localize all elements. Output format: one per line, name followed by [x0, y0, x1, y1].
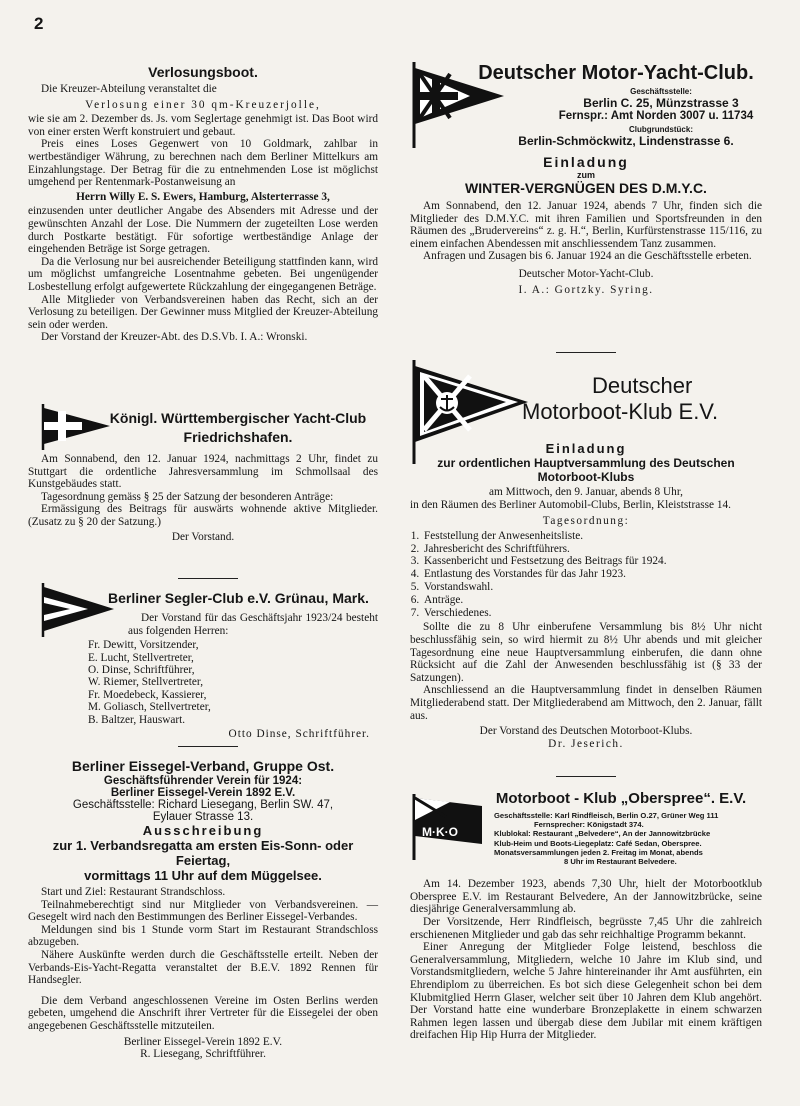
verlosung-line: einzusenden unter deutlicher Angabe des Absenders mit Adresse und der gewünschten Anzahl der Lose. Die Nummern der zugeteilten Lose werden durch Postkarte bestätigt. Für sofortige wertbeständige Anlage der eingehenden Beträge ist Sorge getragen.	[28, 205, 378, 256]
agenda-item: 3. Kassenbericht und Festsetzung des Beitrags für 1924.	[422, 555, 762, 568]
gruenau-title: Berliner Segler-Club e.V. Grünau, Mark.	[108, 590, 369, 606]
verlosung-line: Da die Verlosung nur bei ausreichender Beteiligung stattfinden kann, wird um möglichst umfangreiche Losentnahme gebeten. Bei ungenügender Losbestellung erfolgt aufgewertete Rückzahlung der eingegangenen Beträge.	[28, 255, 378, 293]
gruenau-members	[88, 639, 378, 726]
page-number: 2	[34, 14, 44, 33]
dmk-paragraph: Sollte die zu 8 Uhr einberufene Versammlung bis 8½ Uhr nicht beschlussfähig sein, so wird hiermit zu 8½ Uhr abends und mit gleicher Tagesordnung eine neue Hauptversammlung einberufen, die dann ohne Rücksicht auf die Zahl der Anwesenden beschlussfähig ist (§ 33 der Satzungen).	[410, 621, 762, 684]
eissegel-paragraph: Die dem Verband angeschlossenen Vereine im Osten Berlins werden gebeten, umgehend die Anschrift ihrer Vertreter für die Eissegelei der oben angegebenen Geschäftsstelle mitzuteilen.	[28, 994, 378, 1032]
dmyc-title: Deutscher Motor-Yacht-Club.	[478, 62, 754, 84]
dmyc-ground-label: Clubgrundstück:	[629, 125, 693, 134]
info-line: Fernsprecher: Königstadt 374.	[534, 820, 644, 830]
dmyc-paragraph: Anfragen und Zusagen bis 6. Januar 1924 an die Geschäftsstelle erbeten.	[423, 250, 752, 263]
agenda-item: 5. Vorstandswahl.	[422, 581, 762, 594]
verlosung-section	[28, 64, 378, 344]
oberspree-paragraph: Am 14. Dezember 1923, abends 7,30 Uhr, hielt der Motorbootklub Oberspree E.V. im Restaurant Belvedere, An der Jannowitzbrücke, seine diesjährige Generalversammlung ab.	[410, 878, 762, 916]
dmyc-office-label: Geschäftsstelle:	[630, 87, 692, 96]
dmk-agenda	[410, 530, 762, 620]
verlosung-signature: Der Vorstand der Kreuzer-Abt. des D.S.Vb. I. A.: Wronski.	[41, 331, 308, 344]
dmyc-section	[410, 62, 762, 296]
wuerttemberg-title: Königl. Württembergischer Yacht-Club	[109, 410, 367, 426]
oberspree-flag-text: M·K·O	[422, 825, 458, 839]
verlosung-title: Verlosungsboot.	[148, 64, 258, 80]
member-item: E. Lucht, Stellvertreter,	[88, 651, 194, 664]
divider	[178, 746, 238, 747]
agenda-item: 4. Entlastung des Vorstandes für das Jahr 1923.	[422, 568, 762, 581]
member-item: Fr. Moedebeck, Kassierer,	[88, 688, 207, 701]
eissegel-section	[28, 758, 378, 1061]
dmyc-paragraph: Am Sonnabend, den 12. Januar 1924, abends 7 Uhr, finden sich die Mitglieder des D.M.Y.C. mit ihren Familien und Sportsfreunden in den Räumen des „Brudervereins“ z. g. H.“, Berlin, Kurfürstenstrasse 115/116, zu einem einfachen Abendessen mit anschliessendem Tanz zusammen.	[410, 200, 762, 250]
info-line: Monatsversammlungen jeden 2. Freitag im Monat, abends	[494, 847, 703, 857]
oberspree-info	[410, 811, 762, 866]
member-item: Fr. Dewitt, Vorsitzender,	[88, 639, 199, 652]
dmyc-event: WINTER-VERGNÜGEN DES D.M.Y.C.	[465, 180, 707, 196]
oberspree-title: Motorboot - Klub „Oberspree“. E.V.	[495, 790, 747, 807]
dmk-signature: Dr. Jeserich.	[548, 737, 624, 750]
dmk-signature: Der Vorstand des Deutschen Motorboot-Klubs.	[479, 725, 693, 738]
dmk-subtitle: Motorboot-Klubs	[537, 470, 635, 484]
agenda-item: 6. Anträge.	[422, 594, 762, 607]
eissegel-office: Geschäftsstelle: Richard Liesegang, Berlin SW. 47,	[72, 799, 334, 811]
oberspree-paragraph: Einer Anregung der Mitglieder Folge leistend, beschloss die Generalversammlung, Mitgliedern, welche 10 Jahre im Klub sind, und Vorstandsmitgliedern, welche 5 Jahre hintereinander ihr Amt ausführten, ein Ehrendiplom zu überreichen. Es bot sich diese Gelegenheit schon bei dem Klubmitglied Herrn Glaser, welcher seit über 10 Jahren dem Klub angehört. Der Vorstand hatte eine wunderbare Bronzeplakette in einem schwarzen Rahmen legen lassen und übergab diese dem Jubilar mit einem kräftigen dreifachen Hip Hip Hurra der Mitglieder.	[410, 941, 762, 1042]
verlosung-line: wie sie am 2. Dezember ds. Js. vom Seglertage genehmigt ist. Das Boot wird von einer ersten Werft konstruiert und gebaut.	[28, 113, 378, 138]
dmk-paragraph: in den Räumen des Berliner Automobil-Clubs, Berlin, Kleiststrasse 14.	[410, 498, 731, 511]
eissegel-office: Eylauer Strasse 13.	[152, 811, 254, 823]
eissegel-subtitle: Berliner Eissegel-Verein 1892 E.V.	[110, 787, 296, 799]
info-line: Klublokal: Restaurant „Belvedere“, An der Jannowitzbrücke	[494, 829, 711, 839]
oberspree-section	[410, 790, 762, 1042]
verlosung-line: Verlosung einer 30 qm-Kreuzerjolle,	[85, 98, 321, 111]
gruenau-section	[28, 590, 378, 741]
verlosung-line: Preis eines Loses Gegenwert von 10 Goldmark, zahlbar in wertbeständiger Währung, zu berechnen nach dem Berliner Mittelkurs am Einzahlungstage. Der Betrag für die zu entnehmenden Lose ist möglichst umgehend per Rentenmark-Postanweisung an	[28, 138, 378, 189]
wuerttemberg-section	[28, 410, 378, 543]
wuerttemberg-signature: Der Vorstand.	[171, 530, 235, 543]
member-item: O. Dinse, Schriftführer,	[88, 664, 195, 676]
eissegel-paragraph: Start und Ziel: Restaurant Strandschloss.	[41, 886, 226, 898]
eissegel-signature: R. Liesegang, Schriftführer.	[140, 1048, 266, 1061]
wuerttemberg-paragraph: Ermässigung des Beitrags für auswärts wohnende aktive Mitglieder. (Zusatz zu § 20 der Satzung.)	[28, 503, 378, 528]
member-item: W. Riemer, Stellvertreter,	[88, 676, 204, 689]
dmk-name: Motorboot-Klub E.V.	[522, 399, 719, 424]
eissegel-heading: zur 1. Verbandsregatta am ersten Eis-Sonn- oder Feiertag,	[52, 838, 354, 868]
eissegel-title: Berliner Eissegel-Verband, Gruppe Ost.	[71, 758, 335, 774]
eissegel-signature: Berliner Eissegel-Verein 1892 E.V.	[123, 1035, 283, 1048]
dmk-agenda-title: Tagesordnung:	[542, 515, 630, 528]
eissegel-heading: Ausschreibung	[142, 823, 264, 838]
dmyc-signature: I. A.: Gortzky. Syring.	[518, 283, 654, 296]
dmk-paragraph: am Mittwoch, den 9. Januar, abends 8 Uhr,	[489, 486, 683, 498]
member-item: M. Goliasch, Stellvertreter,	[88, 701, 211, 714]
eissegel-paragraph: Meldungen sind bis 1 Stunde vorm Start im Restaurant Strandschloss abzugeben.	[28, 923, 378, 949]
agenda-item: 2. Jahresbericht des Schriftführers.	[422, 543, 762, 556]
dmyc-zum: zum	[577, 170, 595, 180]
oberspree-paragraph: Der Vorsitzende, Herr Rindfleisch, begrüsste 7,45 Uhr die zahlreich erschienenen Mitglieder und gab das sehr reichhaltige Programm bekannt.	[410, 916, 762, 941]
agenda-item: 7. Verschiedenes.	[422, 607, 762, 620]
dmk-name: Deutscher	[592, 373, 693, 398]
eissegel-subtitle: Geschäftsführender Verein für 1924:	[103, 775, 303, 787]
wuerttemberg-paragraph: Am Sonnabend, den 12. Januar 1924, nachmittags 2 Uhr, findet zu Stuttgart die ordentliche Jahresversammlung im Schmollsaal des Kunstgebäudes statt.	[28, 453, 378, 491]
dmk-invitation: Einladung	[545, 441, 627, 456]
dmk-paragraph: Anschliessend an die Hauptversammlung findet in denselben Räumen Mitgliederabend statt. Der Mitgliederabend am Mittwoch, den 2. Januar, fällt aus.	[410, 684, 762, 722]
dmk-section	[410, 373, 762, 750]
verlosung-address: Herrn Willy E. S. Ewers, Hamburg, Alsterterrasse 3,	[76, 190, 330, 203]
info-line: Klub-Heim und Boots-Liegeplatz: Café Sedan, Oberspree.	[494, 838, 702, 848]
dmyc-invitation: Einladung	[543, 154, 629, 170]
dmyc-signature: Deutscher Motor-Yacht-Club.	[518, 267, 654, 280]
eissegel-paragraph: Teilnahmeberechtigt sind nur Mitglieder von Verbandsvereinen. — Gesegelt wird nach den Bestimmungen des Berliner Eissegel-Verbandes.	[28, 898, 378, 924]
dmyc-ground: Berlin-Schmöckwitz, Lindenstrasse 6.	[518, 134, 734, 148]
agenda-item: 1. Feststellung der Anwesenheitsliste.	[422, 530, 762, 543]
gruenau-signature: Otto Dinse, Schriftführer.	[228, 728, 370, 741]
gruenau-intro: Der Vorstand für das Geschäftsjahr 1923/24 besteht aus folgenden Herren:	[128, 612, 378, 637]
dmk-subtitle: zur ordentlichen Hauptversammlung des Deutschen	[437, 456, 735, 470]
divider	[556, 776, 616, 777]
wuerttemberg-subtitle: Friedrichshafen.	[183, 429, 293, 445]
wuerttemberg-paragraph: Tagesordnung gemäss § 25 der Satzung der besonderen Anträge:	[41, 490, 334, 503]
eissegel-heading: vormittags 11 Uhr auf dem Müggelsee.	[84, 868, 322, 883]
divider	[178, 578, 238, 579]
dmyc-address: Berlin C. 25, Münzstrasse 3	[583, 96, 739, 110]
verlosung-line: Alle Mitglieder von Verbandsvereinen haben das Recht, sich an der Verlosung zu beteiligen. Der Gewinner muss Mitglied der Kreuzer-Abteilung sein oder werden.	[28, 293, 378, 331]
divider	[556, 352, 616, 353]
member-item: B. Baltzer, Hauswart.	[88, 713, 186, 726]
info-line: Geschäftsstelle: Karl Rindfleisch, Berlin O.27, Grüner Weg 111	[494, 811, 719, 820]
verlosung-line: Die Kreuzer-Abteilung veranstaltet die	[41, 83, 217, 95]
dmyc-phone: Fernspr.: Amt Norden 3007 u. 11734	[558, 110, 754, 122]
info-line: 8 Uhr im Restaurant Belvedere.	[564, 857, 677, 867]
eissegel-paragraph: Nähere Auskünfte werden durch die Geschäftsstelle erteilt. Neben der Verbands-Eis-Yacht-Regatta veranstaltet der B.E.V. 1892 Rennen für Handsegler.	[28, 948, 378, 987]
